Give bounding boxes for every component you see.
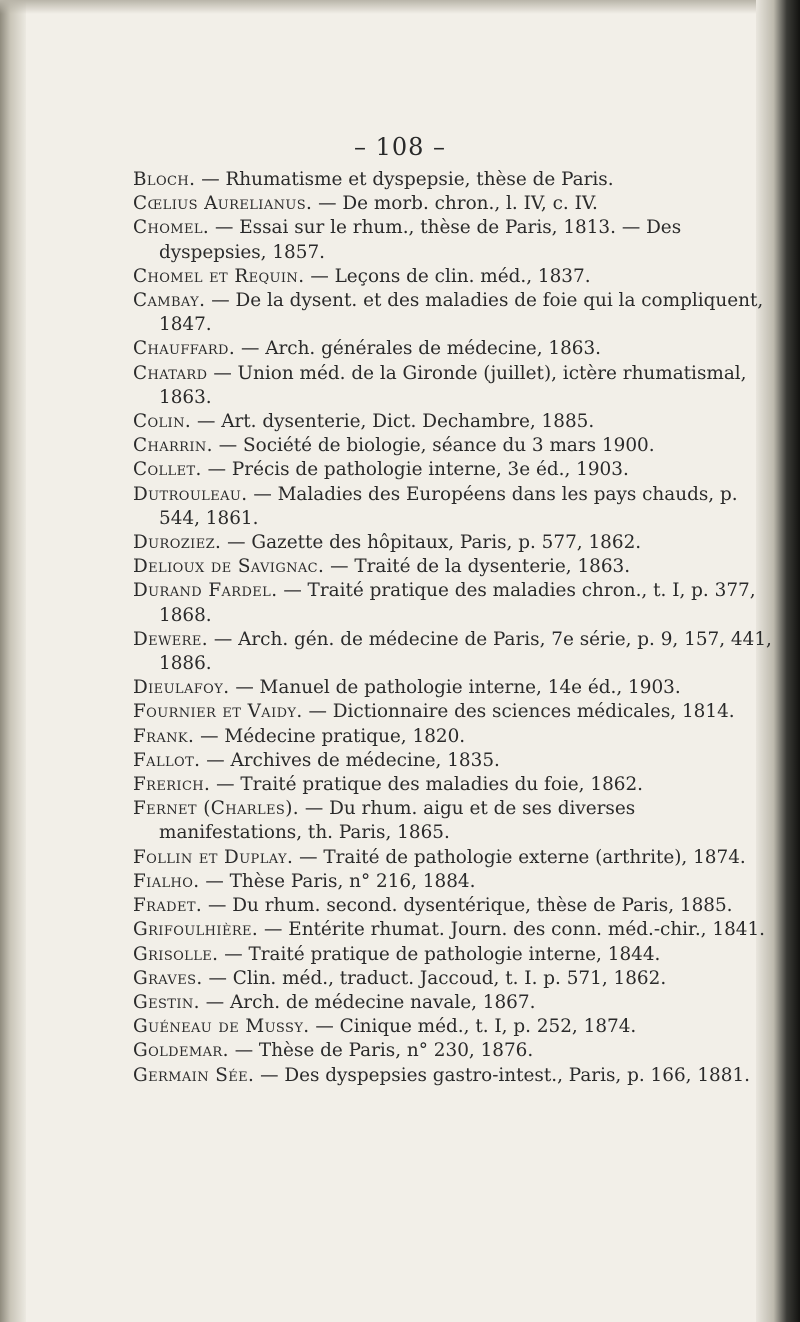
entry-text: — Dictionnaire des sciences médicales, 1814. — [308, 701, 735, 723]
bibliography-entry — [133, 628, 773, 676]
entry-author: Fallot. — [133, 749, 201, 771]
entry-text: — Société de biologie, séance du 3 mars 1900. — [218, 435, 655, 457]
bibliography-entry — [133, 458, 773, 482]
bibliography-entry — [133, 168, 773, 192]
entry-author: Chomel. — [133, 217, 210, 239]
bibliography-entry — [133, 918, 773, 942]
entry-text: — Gazette des hôpitaux, Paris, p. 577, 1862. — [227, 532, 642, 554]
entry-author: Charrin. — [133, 435, 213, 457]
entry-author: Dutrouleau. — [133, 483, 248, 505]
entry-author: Collet. — [133, 459, 202, 481]
entry-author: Fernet (Charles). — [133, 798, 300, 820]
bibliography-entry — [133, 1064, 773, 1088]
entry-author: Graves. — [133, 967, 203, 989]
bibliography-entry — [133, 943, 773, 967]
entry-author: Frerich. — [133, 774, 211, 796]
bibliography-entry — [133, 579, 773, 627]
entry-text: — Leçons de clin. méd., 1837. — [310, 265, 591, 287]
bibliography-entry — [133, 555, 773, 579]
entry-author: Chomel et Requin. — [133, 265, 305, 287]
entry-text: — Traité de la dysenterie, 1863. — [330, 556, 631, 578]
entry-text: — Du rhum. second. dysentérique, thèse de Paris, 1885. — [208, 895, 733, 917]
entry-author: Duroziez. — [133, 532, 222, 554]
entry-text: — Union méd. de la Gironde (juillet), ictère rhumatismal, 1863. — [159, 362, 747, 408]
entry-author: Cœlius Aurelianus. — [133, 193, 313, 215]
entry-author: Fournier et Vaidy. — [133, 701, 303, 723]
bibliography-entry — [133, 434, 773, 458]
entry-text: — Art. dysenterie, Dict. Dechambre, 1885. — [196, 411, 595, 433]
entry-author: Colin. — [133, 411, 192, 433]
entry-author: Fialho. — [133, 870, 200, 892]
entry-text: — Arch. gén. de médecine de Paris, 7e série, p. 9, 157, 441, 1886. — [159, 628, 772, 675]
entry-author: Delioux de Savignac. — [133, 556, 325, 578]
entry-text: — Rhumatisme et dyspepsie, thèse de Paris. — [201, 169, 614, 190]
entry-text: — Traité pratique de pathologie interne, 1844. — [224, 943, 661, 965]
entry-text: — Des dyspepsies gastro-intest., Paris, p. 166, 1881. — [260, 1064, 751, 1086]
entry-text: — Thèse Paris, n° 216, 1884. — [205, 870, 476, 892]
entry-text: — De la dysent. et des maladies de foie qui la compliquent, 1847. — [159, 290, 764, 336]
bibliography-entry — [133, 846, 773, 870]
bibliography-entry — [133, 362, 773, 410]
entry-author: Cambay. — [133, 290, 206, 312]
entry-author: Grisolle. — [133, 943, 219, 965]
bibliography-entry — [133, 192, 773, 216]
entry-text: — Manuel de pathologie interne, 14e éd., 1903. — [235, 677, 681, 699]
bibliography-entry — [133, 991, 773, 1015]
entry-author: Gestin. — [133, 991, 200, 1013]
bibliography-list — [133, 168, 773, 1088]
bibliography-entry — [133, 483, 773, 531]
bibliography-entry — [133, 410, 773, 434]
entry-author: Follin et Duplay. — [133, 846, 294, 868]
entry-author: Bloch. — [133, 169, 196, 190]
bibliography-entry — [133, 797, 773, 845]
bibliography-entry — [133, 1039, 773, 1063]
entry-text: — Cinique méd., t. I, p. 252, 1874. — [315, 1016, 637, 1038]
entry-text: — Précis de pathologie interne, 3e éd., 1903. — [207, 459, 629, 481]
entry-text: — Traité de pathologie externe (arthrite), 1874. — [299, 846, 746, 868]
bibliography-entry — [133, 870, 773, 894]
bibliography-entry — [133, 676, 773, 700]
entry-text: — Clin. méd., traduct. Jaccoud, t. I. p. 571, 1862. — [208, 967, 667, 989]
entry-text: — Traité pratique des maladies du foie, 1862. — [216, 774, 644, 796]
entry-author: Dieulafoy. — [133, 677, 230, 699]
bibliography-entry — [133, 216, 773, 264]
entry-text: — Maladies des Européens dans les pays chauds, p. 544, 1861. — [159, 483, 738, 529]
entry-author: Fradet. — [133, 895, 203, 917]
entry-text: — Du rhum. aigu et de ses diverses manifestations, th. Paris, 1865. — [159, 798, 636, 844]
bibliography-entry — [133, 773, 773, 797]
entry-author: Durand Fardel. — [133, 580, 278, 602]
bibliography-entry — [133, 337, 773, 361]
entry-text: — Thèse de Paris, n° 230, 1876. — [234, 1040, 534, 1062]
entry-author: Grifoulhière. — [133, 919, 259, 941]
entry-author: Guéneau de Mussy. — [133, 1016, 310, 1038]
bibliography-entry — [133, 967, 773, 991]
bibliography-entry — [133, 265, 773, 289]
entry-author: Dewere. — [133, 628, 209, 650]
entry-author: Germain Sée. — [133, 1064, 255, 1086]
entry-text: — Archives de médecine, 1835. — [206, 749, 500, 771]
bibliography-entry — [133, 531, 773, 555]
page-number: – 108 – — [353, 133, 447, 161]
bibliography-entry — [133, 1015, 773, 1039]
entry-text: — Arch. générales de médecine, 1863. — [240, 338, 602, 360]
bibliography-entry — [133, 894, 773, 918]
page-top-shadow — [0, 0, 800, 14]
entry-author: Chauffard. — [133, 338, 236, 360]
entry-text: — Médecine pratique, 1820. — [200, 725, 466, 747]
bibliography-entry — [133, 289, 773, 337]
bibliography-entry — [133, 700, 773, 724]
entry-text: — Essai sur le rhum., thèse de Paris, 1813. — Des dyspepsies, 1857. — [159, 217, 682, 263]
bibliography-entry — [133, 725, 773, 749]
page-left-shadow — [0, 0, 26, 1322]
entry-author: Goldemar. — [133, 1040, 229, 1062]
entry-text: — Entérite rhumat. Journ. des conn. méd.-chir., 1841. — [264, 919, 766, 941]
entry-text: — Traité pratique des maladies chron., t. I, p. 377, 1868. — [159, 580, 756, 626]
bibliography-entry — [133, 749, 773, 773]
entry-text: — De morb. chron., l. IV, c. IV. — [318, 193, 598, 215]
entry-author: Frank. — [133, 725, 195, 747]
entry-author: Chatard — [133, 362, 208, 384]
entry-text: — Arch. de médecine navale, 1867. — [205, 991, 536, 1013]
